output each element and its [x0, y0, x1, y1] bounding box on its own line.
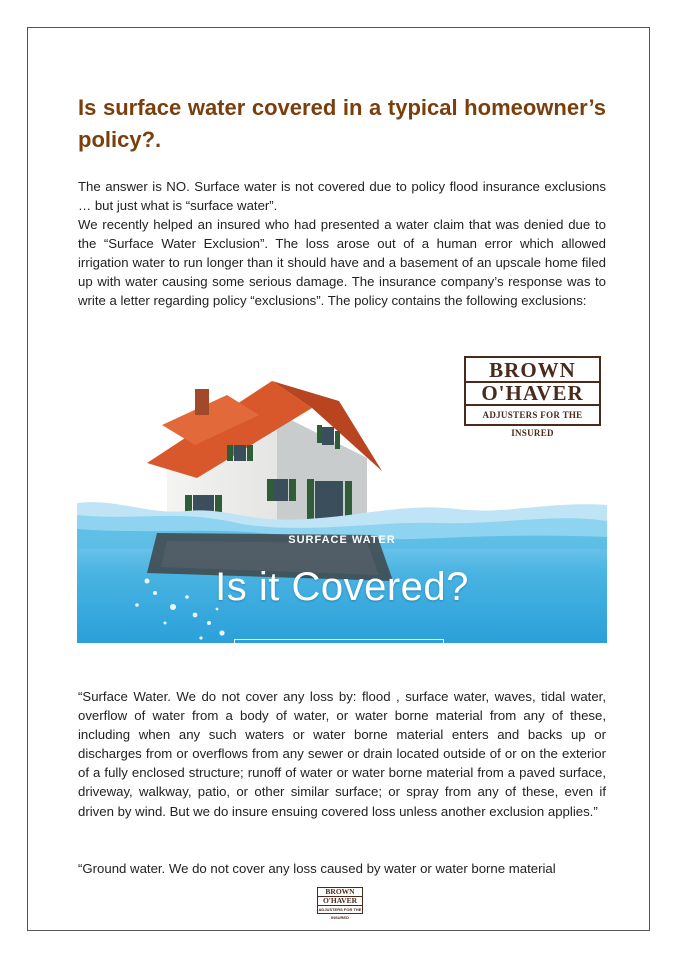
intro-text — [78, 177, 606, 310]
intro-paragraph-1: The answer is NO. Surface water is not covered due to policy flood insurance exclusions … but just what is “surface water”. — [78, 179, 606, 213]
footer-logo — [317, 887, 363, 920]
footer-logo-tagline: ADJUSTERS FOR THE INSURED — [318, 907, 362, 920]
footer-logo-line-2: O'HAVER — [318, 897, 362, 906]
document-page — [27, 27, 650, 931]
surface-water-label: SURFACE WATER — [288, 534, 396, 546]
article-title: Is surface water covered in a typical homeowner’s policy?. — [78, 95, 606, 152]
intro-paragraph-2: We recently helped an insured who had presented a water claim that was denied due to the “Surface Water Exclusion”. The loss arose out of a human error which allowed irrigation water to run longer than it should have and a basement of an upscale home filed up with water causing some serious damage. The insurance company’s response was to write a letter regarding policy “exclusions”. The policy contains the following exclusions: — [78, 217, 606, 308]
flood-policy-caption-box: in the Flood Insurance policy? — [234, 639, 444, 661]
logo-line-1: BROWN — [466, 358, 599, 383]
brown-ohaver-logo — [464, 356, 601, 438]
logo-line-2: O'HAVER — [466, 383, 599, 406]
ground-water-exclusion-quote: “Ground water. We do not cover any loss caused by water or water borne material — [78, 861, 556, 876]
is-it-covered-headline: Is it Covered? — [215, 565, 469, 609]
footer-logo-line-1: BROWN — [318, 888, 362, 897]
surface-water-exclusion-quote: “Surface Water. We do not cover any loss by: flood , surface water, waves, tidal water, overflow of water from a body of water, or water borne material from any of these, including when any such waters or water borne material enters and backs up or discharges from or overflows from any sewer or drain located outside of or on the exterior of a fully enclosed structure; runoff of water or water borne material from a paved surface, driveway, walkway, patio, or other similar surface; or spray from any of these, even if driven by wind. But we do insure ensuing covered loss unless another exclusion applies.” — [78, 689, 606, 819]
logo-tagline: ADJUSTERS FOR THE INSURED — [482, 410, 583, 438]
